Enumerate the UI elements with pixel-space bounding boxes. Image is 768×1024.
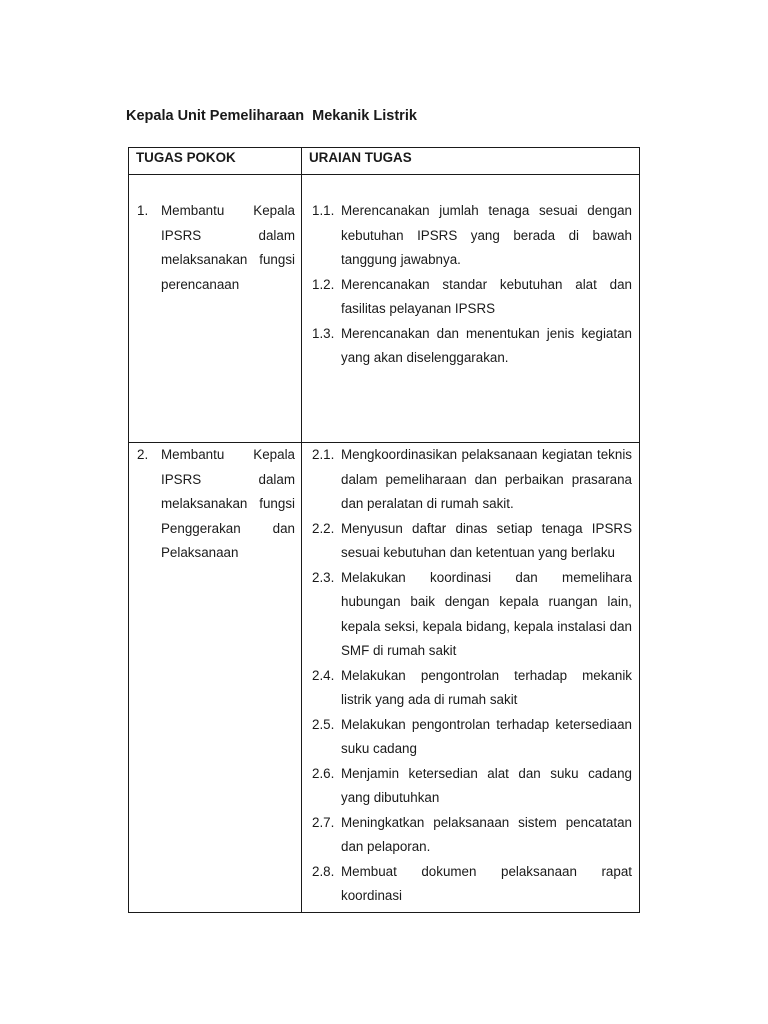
table-row bbox=[129, 175, 640, 443]
uraian-number: 2.5. bbox=[312, 716, 335, 732]
uraian-number: 1.2. bbox=[312, 276, 335, 292]
header-cell-tugas-pokok bbox=[129, 148, 302, 175]
uraian-number: 2.7. bbox=[312, 814, 335, 830]
uraian-text: Mengkoordinasikan pelaksanaan kegiatan teknis dalam pemeliharaan dan perbaikan prasarana dan peralatan di rumah sakit. bbox=[341, 447, 632, 511]
uraian-text: Melakukan pengontrolan terhadap ketersediaan suku cadang bbox=[341, 716, 632, 756]
uraian-text: Membuat dokumen pelaksanaan rapat koordinasi bbox=[341, 863, 632, 903]
uraian-text: Menyusun daftar dinas setiap tenaga IPSRS sesuai kebutuhan dan ketentuan yang berlaku bbox=[341, 520, 632, 560]
header-tugas-pokok: TUGAS POKOK bbox=[136, 150, 236, 165]
pokok-text: Membantu Kepala IPSRS dalam melaksanakan fungsi Penggerakan dan Pelaksanaan bbox=[161, 447, 295, 560]
uraian-item bbox=[312, 811, 632, 860]
uraian-number: 2.6. bbox=[312, 765, 335, 781]
duty-table bbox=[128, 147, 640, 913]
uraian-item bbox=[312, 443, 632, 517]
uraian-item bbox=[312, 713, 632, 762]
header-cell-uraian-tugas bbox=[302, 148, 640, 175]
uraian-item bbox=[312, 566, 632, 664]
uraian-list bbox=[302, 175, 639, 371]
uraian-item bbox=[312, 762, 632, 811]
uraian-number: 1.3. bbox=[312, 325, 335, 341]
uraian-number: 2.2. bbox=[312, 520, 335, 536]
uraian-item bbox=[312, 517, 632, 566]
uraian-text: Merencanakan jumlah tenaga sesuai dengan kebutuhan IPSRS yang berada di bawah tanggung jawabnya. bbox=[341, 203, 632, 267]
uraian-item bbox=[312, 199, 632, 273]
uraian-item bbox=[312, 273, 632, 322]
document-title: Kepala Unit Pemeliharaan Mekanik Listrik bbox=[126, 108, 417, 124]
uraian-cell bbox=[302, 443, 640, 913]
pokok-item bbox=[129, 175, 301, 297]
pokok-cell bbox=[129, 443, 302, 913]
uraian-item bbox=[312, 322, 632, 371]
uraian-text: Merencanakan dan menentukan jenis kegiatan yang akan diselenggarakan. bbox=[341, 325, 632, 365]
uraian-cell bbox=[302, 175, 640, 443]
uraian-text: Melakukan pengontrolan terhadap mekanik listrik yang ada di rumah sakit bbox=[341, 667, 632, 707]
uraian-number: 2.8. bbox=[312, 863, 335, 879]
uraian-number: 2.4. bbox=[312, 667, 335, 683]
table-row bbox=[129, 443, 640, 913]
uraian-text: Meningkatkan pelaksanaan sistem pencatatan dan pelaporan. bbox=[341, 814, 632, 854]
uraian-text: Merencanakan standar kebutuhan alat dan fasilitas pelayanan IPSRS bbox=[341, 276, 632, 316]
uraian-text: Menjamin ketersedian alat dan suku cadang yang dibutuhkan bbox=[341, 765, 632, 805]
pokok-text: Membantu Kepala IPSRS dalam melaksanakan fungsi perencanaan bbox=[161, 203, 295, 292]
pokok-item bbox=[129, 443, 301, 566]
uraian-number: 2.1. bbox=[312, 447, 335, 462]
uraian-list bbox=[302, 443, 639, 909]
pokok-cell bbox=[129, 175, 302, 443]
uraian-item bbox=[312, 860, 632, 909]
uraian-item bbox=[312, 664, 632, 713]
header-uraian-tugas: URAIAN TUGAS bbox=[309, 150, 412, 165]
uraian-number: 2.3. bbox=[312, 569, 335, 585]
table-header-row bbox=[129, 148, 640, 175]
pokok-number: 1. bbox=[137, 203, 149, 218]
uraian-number: 1.1. bbox=[312, 203, 335, 218]
pokok-number: 2. bbox=[137, 447, 149, 462]
uraian-text: Melakukan koordinasi dan memelihara hubungan baik dengan kepala ruangan lain, kepala seksi, kepala bidang, kepala instalasi dan SMF di rumah sakit bbox=[341, 569, 632, 658]
